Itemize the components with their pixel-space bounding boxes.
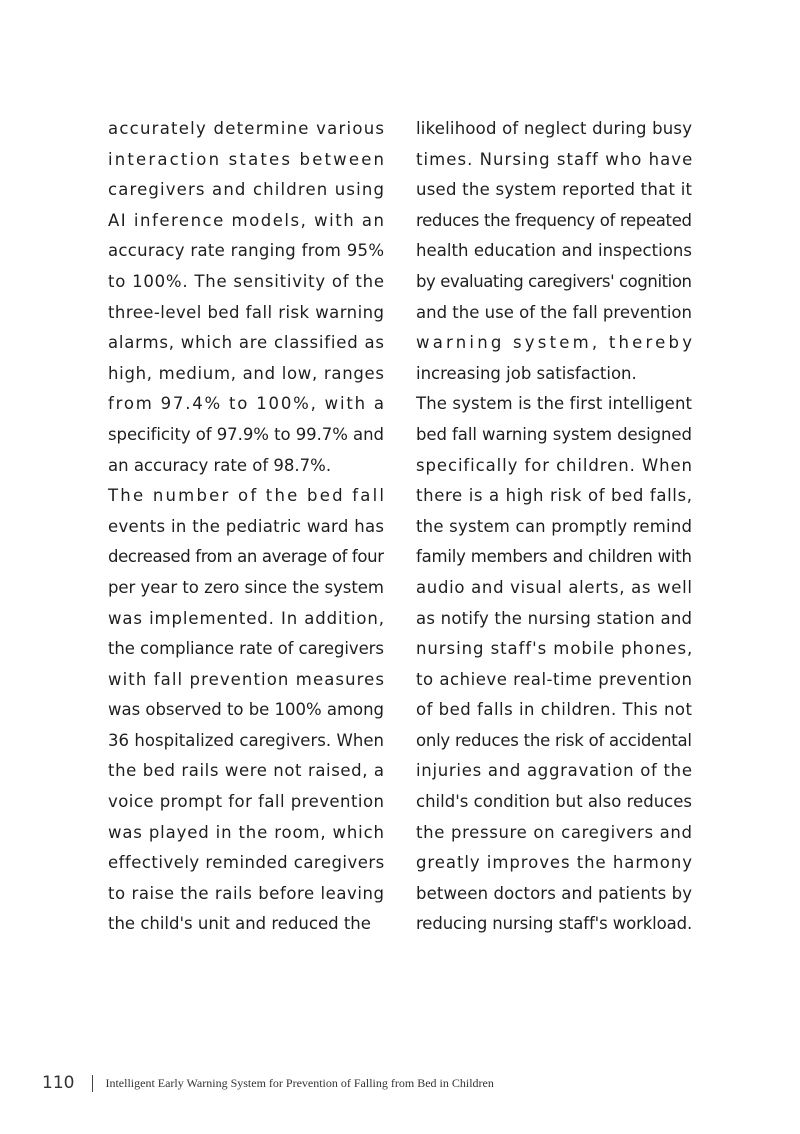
text-line: an accuracy rate of 98.7%. [108,455,332,475]
text-line: increasing job satisfaction. [416,363,637,383]
text-line: times. Nursing staff who have [416,149,694,169]
text-line: the system can promptly remind [416,516,693,536]
text-line: events in the pediatric ward has [108,516,385,536]
running-title: Intelligent Early Warning System for Prevention of Falling from Bed in Children [105,1075,494,1090]
text-line: per year to zero since the system [108,577,384,597]
text-line: between doctors and patients by [416,883,693,903]
text-line: child's condition but also reduces [416,792,693,812]
text-line: greatly improves the harmony [416,853,693,873]
text-line: to 100%. The sensitivity of the [108,271,385,291]
text-line: the child's unit and reduced the [108,914,371,934]
text-line: likelihood of neglect during busy [416,119,693,138]
text-line: warning system, thereby [416,333,696,353]
text-line: only reduces the risk of accidental [416,730,692,750]
text-line: there is a high risk of bed falls, [416,486,693,506]
text-line: accuracy rate ranging from 95% [108,241,385,261]
text-line: the compliance rate of caregivers [108,639,384,659]
text-line: was played in the room, which [108,822,385,842]
text-line: 36 hospitalized caregivers. When [108,730,385,750]
text-line: to raise the rails before leaving [108,883,385,903]
text-line: from 97.4% to 100%, with a [108,394,386,414]
text-line: health education and inspections [416,241,693,261]
text-line: three-level bed fall risk warning [108,302,385,322]
text-line: The number of the bed fall [108,486,387,506]
text-line: reducing nursing staff's workload. [416,914,693,934]
text-line: the pressure on caregivers and [416,822,693,842]
page-number: 110 [42,1073,75,1093]
text-line: AI inference models, with an [108,210,386,230]
text-line: specificity of 97.9% to 99.7% and [108,424,384,444]
text-line: high, medium, and low, ranges [108,363,385,383]
text-line: with fall prevention measures [108,669,386,689]
footer-divider [92,1075,93,1092]
text-line: The system is the first intelligent [416,394,693,414]
text-line: to achieve real-time prevention [416,669,693,689]
right-text-column [416,114,696,940]
text-line: was observed to be 100% among [108,700,384,720]
text-line: alarms, which are classified as [108,333,385,353]
text-line: as notify the nursing station and [416,608,693,628]
text-line: by evaluating caregivers' cognition [416,271,692,291]
text-line: nursing staff's mobile phones, [416,639,694,659]
text-line: interaction states between [108,149,387,169]
text-line: was implemented. In addition, [108,608,385,628]
left-text-column [108,114,387,940]
text-line: reduces the frequency of repeated [416,210,692,230]
text-line: of bed falls in children. This not [416,700,693,720]
text-line: effectively reminded caregivers [108,853,385,873]
text-line: caregivers and children using [108,180,386,200]
text-line: and the use of the fall prevention [416,302,692,322]
text-line: voice prompt for fall prevention [108,792,385,812]
page-footer [42,1072,494,1094]
text-line: audio and visual alerts, as well [416,577,693,597]
text-line: injuries and aggravation of the [416,761,693,781]
text-line: accurately determine various [108,119,386,138]
text-line: the bed rails were not raised, a [108,761,385,781]
text-line: specifically for children. When [416,455,693,475]
text-line: bed fall warning system designed [416,424,692,444]
text-line: used the system reported that it [416,180,693,200]
text-line: family members and children with [416,547,692,567]
text-line: decreased from an average of four [108,547,384,567]
